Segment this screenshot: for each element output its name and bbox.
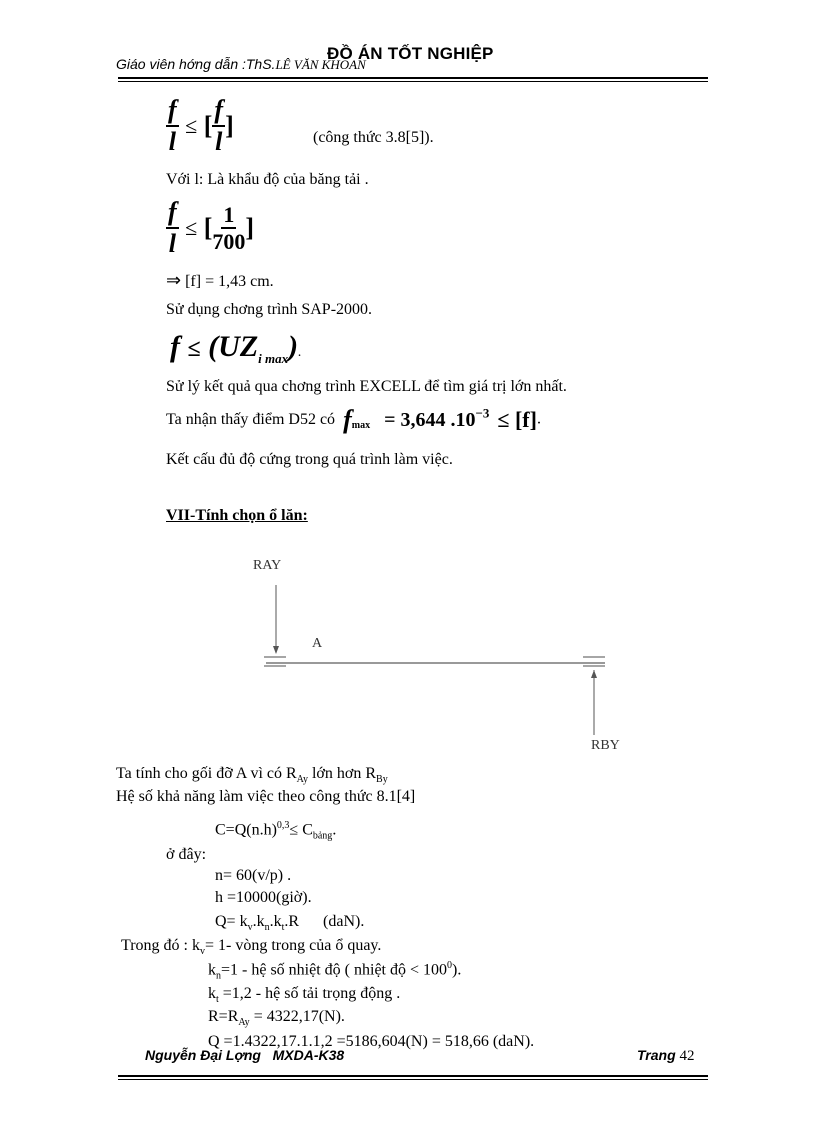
page-label: Trang [637, 1047, 676, 1063]
eq-kn [208, 960, 461, 982]
formula2-den: l [168, 228, 176, 258]
eq-q [215, 913, 364, 933]
support-a [264, 657, 286, 666]
kn-c: ). [452, 961, 462, 979]
formula-rhs-num: f [212, 96, 225, 127]
eq-q-d: .R (daN). [284, 913, 365, 930]
eq-q-c: .k [269, 913, 282, 930]
kn-s: n [216, 970, 221, 982]
formula-num: f [166, 96, 179, 127]
d52-tail: ≤ [f] [497, 407, 537, 432]
eq-r [208, 1008, 345, 1028]
footer-rule [118, 1075, 708, 1077]
formula3-rhs: (UZ [208, 330, 259, 363]
footer-rule-thin [118, 1079, 708, 1080]
eq-c-sup: 0,3 [276, 820, 290, 831]
formula3-lhs: f [170, 330, 180, 363]
trong-do-b: = 1- vòng trong của ổ quay. [204, 937, 382, 954]
eq-r-s: Ay [238, 1017, 250, 1029]
implies-arrow: ⇒ [166, 270, 182, 290]
eq-n: n= 60(v/p) . [215, 867, 292, 884]
trong-do [121, 937, 381, 957]
kn-b: =1 - hệ số nhiệt độ ( nhiệt độ < 100 [221, 961, 448, 979]
d52-value: = 3,644 .10 [384, 408, 476, 431]
eq-c-sub: bảng [312, 830, 333, 842]
formula2-rhs-den: 700 [212, 228, 246, 254]
allowed-deflection-text: [f] = 1,43 cm. [185, 273, 274, 290]
d52-text: Ta nhận thấy điểm D52 có [166, 411, 336, 428]
arrow-rby [591, 670, 597, 735]
eq-q-s2: n [264, 922, 270, 934]
arrow-ray [273, 585, 279, 654]
eq-h: h =10000(giờ). [215, 889, 312, 906]
trong-do-s: v [199, 946, 205, 958]
document-title: ĐỒ ÁN TỐT NGHIỆP [327, 44, 494, 63]
label-rby: RBY [591, 738, 620, 753]
beam-diagram [240, 550, 630, 760]
eq-q-value: Q =1.4322,17.1.1,2 =5186,604(N) = 518,66 (daN). [208, 1033, 535, 1050]
formula-limit: $\frac{f}{l}$ ≤ [ $\frac{1}{700}$ ] [168, 197, 255, 258]
eq-r-a: R=R [208, 1008, 239, 1025]
para-support [116, 765, 388, 785]
where-label: ở đây: [166, 846, 207, 863]
footer-page [637, 1047, 695, 1065]
eq-q-b: .k [252, 913, 265, 930]
support-b [583, 657, 605, 666]
teacher-label: Giáo viên hớng dẫn :ThS. [116, 56, 276, 72]
para1-tail: lớn hơn R [307, 765, 377, 782]
eq-c-le: ≤ C [289, 821, 313, 839]
para1-sub: Ay [296, 774, 308, 786]
allowed-deflection [166, 270, 274, 291]
kn-sup: 0 [447, 960, 453, 971]
formula3-sub: i max [258, 351, 289, 366]
kt-s: t [216, 994, 219, 1006]
eq-q-s3: t [281, 922, 285, 934]
eq-kt [208, 985, 400, 1005]
formula2-rhs-num: 1 [221, 203, 236, 229]
kn-a: k [208, 961, 216, 979]
header-rule-thin [118, 81, 708, 82]
conclusion-line: Kết cấu đủ độ cứng trong quá trình làm việc. [166, 451, 453, 468]
excel-line: Sử lý kết quả qua chơng trình EXCELL để tìm giá trị lớn nhất. [166, 378, 567, 395]
d52-f: f [343, 405, 352, 434]
eq-c [215, 820, 336, 842]
label-a: A [312, 636, 323, 651]
para1-sub2: By [376, 774, 388, 786]
header-rule [118, 77, 708, 79]
trong-do-a: Trong đó : k [121, 937, 200, 954]
eq-q-s1: v [247, 922, 253, 934]
d52-line: Ta nhận thấy điểm D52 có $f_{max} = 3,644$ $.10^{-3} \le [f]$. [166, 405, 541, 434]
formula-den: l [168, 126, 176, 156]
formula2-num: f [166, 198, 179, 229]
span-definition: Với l: Là khẩu độ của băng tải . [166, 171, 369, 188]
kt-b: =1,2 - hệ số tải trọng động . [218, 985, 401, 1002]
page-number: 42 [679, 1048, 695, 1064]
para-capacity: Hệ số khả năng làm việc theo công thức 8.1[4] [116, 788, 416, 805]
para1-text: Ta tính cho gối đỡ A vì có R [116, 765, 297, 782]
d52-exp: −3 [475, 405, 490, 421]
eq-r-b: = 4322,17(N). [249, 1008, 345, 1025]
d52-sub: max [351, 419, 371, 431]
formula-stiffness: $\frac{f}{l}$ ≤ [ $\frac{f}{l}$ ] [168, 95, 234, 156]
formula-reference: (công thức 3.8[5]). [313, 129, 434, 146]
formula3-close: ) [288, 330, 299, 363]
eq-q-a: Q= k [215, 913, 248, 930]
eq-c-end: . [332, 821, 337, 839]
sap-line: Sử dụng chơng trình SAP-2000. [166, 301, 373, 318]
teacher-name: LÊ VĂN KHOAN [275, 57, 366, 72]
label-ray: RAY [253, 558, 282, 573]
footer-author: Nguyễn Đại Lợng MXDA-K38 [145, 1047, 345, 1063]
kt-a: k [208, 985, 216, 1002]
formula-uz: $f \le (UZ_{i max})$. [170, 330, 302, 366]
section-title: VII-Tính chọn ổ lăn: [166, 507, 308, 524]
eq-c-text: C=Q(n.h) [215, 821, 277, 839]
formula-rhs-den: l [215, 126, 223, 156]
